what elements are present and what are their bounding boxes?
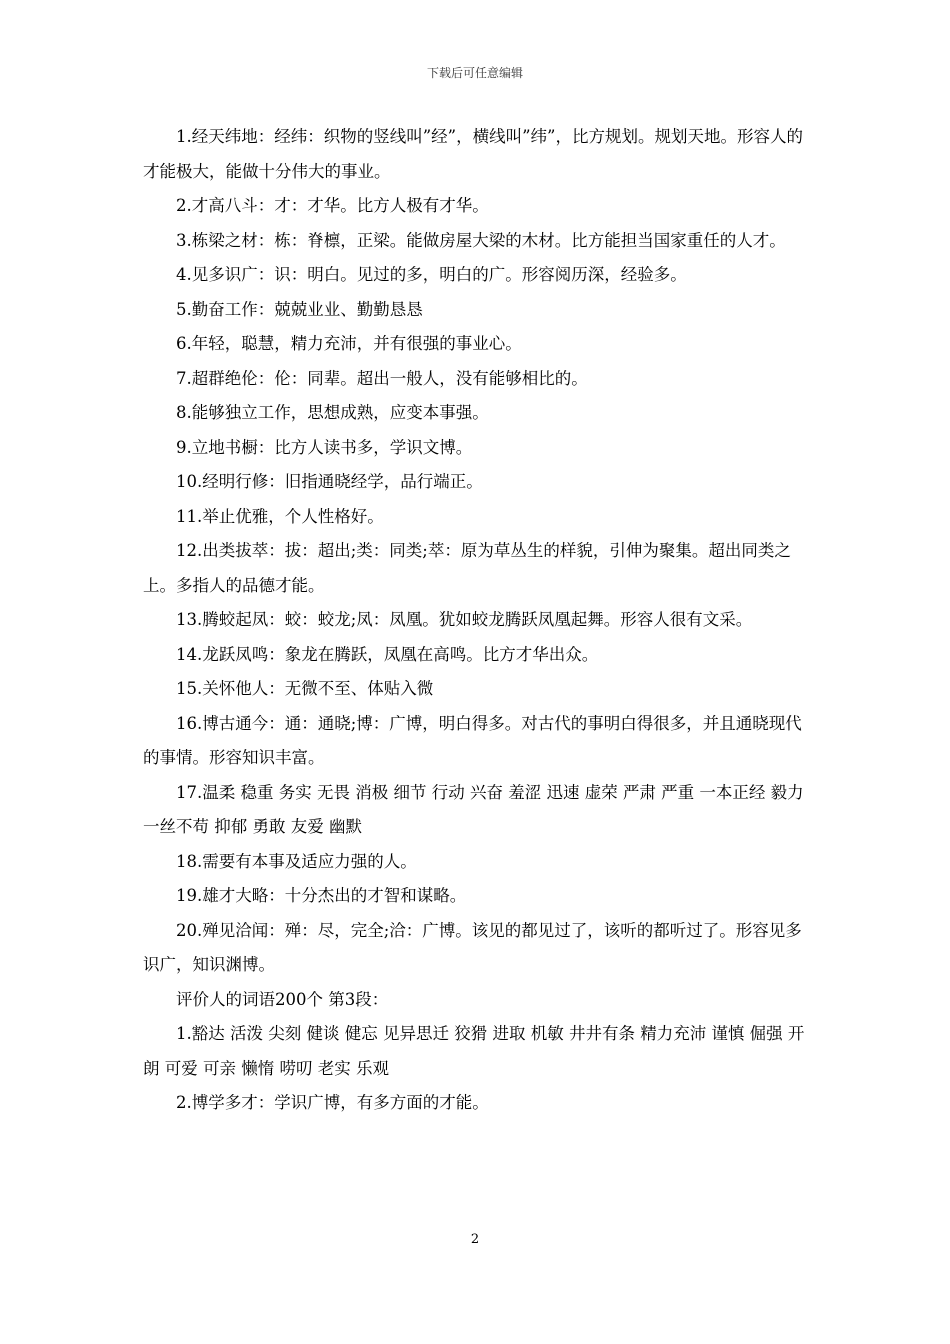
paragraph-18: 18.需要有本事及适应力强的人。 — [176, 851, 417, 871]
paragraph-10: 10.经明行修：旧指通晓经学，品行端正。 — [176, 472, 483, 491]
page-header: 下载后可任意编辑 — [426, 66, 523, 80]
section-heading: 评价人的词语200个 第3段： — [176, 989, 389, 1009]
paragraph-16: 16.博古通今：通：通晓;博：广博，明白得多。对古代的事明白得很多，并且通晓现代的事情。形容知识丰富。 — [143, 713, 802, 767]
paragraph-15: 15.关怀他人：无微不至、体贴入微 — [176, 679, 434, 698]
document-body — [143, 120, 817, 1121]
paragraph-1: 1.经天纬地：经纬：织物的竖线叫”经”，横线叫”纬”，比方规划。规划天地。形容人的才能极大，能做十分伟大的事业。 — [143, 127, 803, 181]
paragraph-19: 19.雄才大略：十分杰出的才智和谋略。 — [176, 886, 467, 905]
paragraph-11: 11.举止优雅，个人性格好。 — [176, 506, 384, 526]
paragraph-4: 4.见多识广：识：明白。见过的多，明白的广。形容阅历深，经验多。 — [176, 265, 687, 284]
paragraph-3: 3.栋梁之材：栋：脊檩，正梁。能做房屋大梁的木材。比方能担当国家重任的人才。 — [176, 230, 786, 250]
paragraph-12: 12.出类拔萃：拔：超出;类：同类;萃：原为草丛生的样貌，引伸为聚集。超出同类之上。多指人的品德才能。 — [143, 541, 791, 595]
paragraph-17: 17.温柔 稳重 务实 无畏 消极 细节 行动 兴奋 羞涩 迅速 虚荣 严肃 严重 一本正经 毅力 一丝不苟 抑郁 勇敢 友爱 幽默 — [143, 782, 804, 836]
paragraph-13: 13.腾蛟起凤：蛟：蛟龙;凤：凤凰。犹如蛟龙腾跃凤凰起舞。形容人很有文采。 — [176, 610, 753, 629]
paragraph-8: 8.能够独立工作，思想成熟，应变本事强。 — [176, 403, 489, 422]
paragraph-section3-1: 1.豁达 活泼 尖刻 健谈 健忘 见异思迁 狡猾 进取 机敏 井井有条 精力充沛 谨慎 倔强 开朗 可爱 可亲 懒惰 唠叨 老实 乐观 — [143, 1024, 805, 1078]
paragraph-5: 5.勤奋工作：兢兢业业、勤勤恳恳 — [176, 299, 423, 319]
paragraph-6: 6.年轻，聪慧，精力充沛，并有很强的事业心。 — [176, 334, 522, 353]
paragraph-20: 20.殚见洽闻：殚：尽，完全;洽：广博。该见的都见过了，该听的都听过了。形容见多识广，知识渊博。 — [143, 920, 802, 974]
page-number: 2 — [470, 1232, 480, 1247]
paragraph-9: 9.立地书橱：比方人读书多，学识文博。 — [176, 437, 473, 457]
paragraph-2: 2.才高八斗：才：才华。比方人极有才华。 — [176, 196, 489, 215]
paragraph-section3-2: 2.博学多才：学识广博，有多方面的才能。 — [176, 1093, 489, 1112]
paragraph-14: 14.龙跃凤鸣：象龙在腾跃，凤凰在高鸣。比方才华出众。 — [176, 644, 599, 664]
paragraph-7: 7.超群绝伦：伦：同辈。超出一般人，没有能够相比的。 — [176, 368, 588, 388]
